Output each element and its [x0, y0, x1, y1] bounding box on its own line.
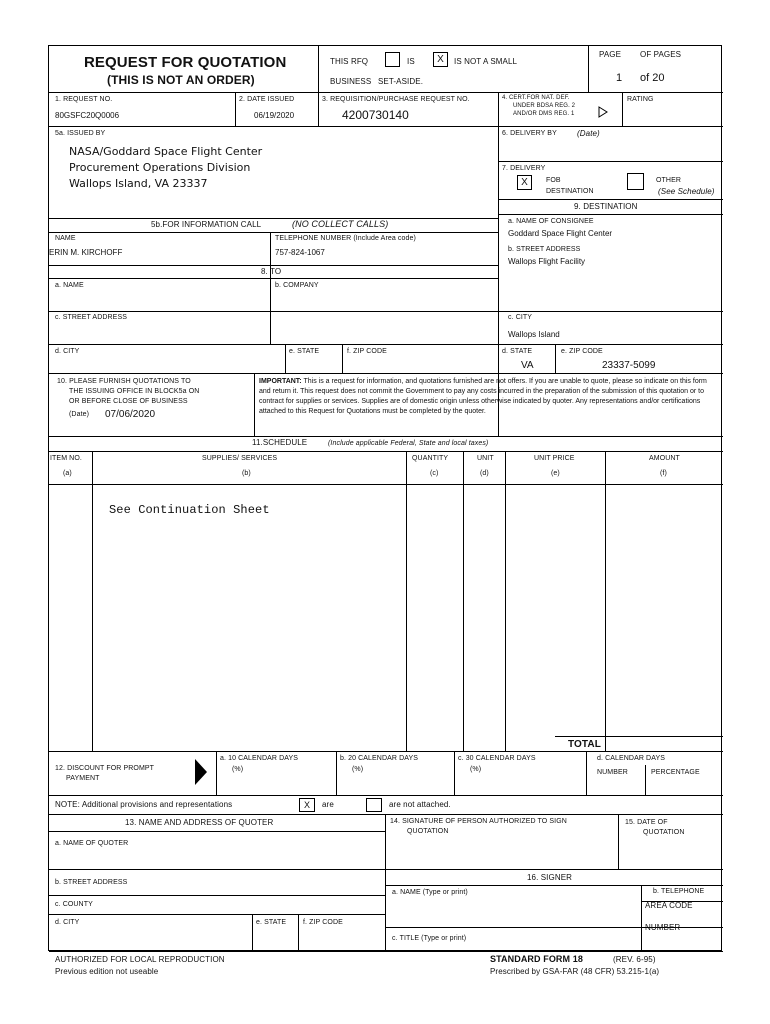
- col-supplies-label: SUPPLIES/ SERVICES: [202, 455, 278, 462]
- to-street-label: c. STREET ADDRESS: [55, 314, 127, 321]
- col-item-label: ITEM NO.: [50, 455, 82, 462]
- consignee-street-label: b. STREET ADDRESS: [508, 246, 581, 253]
- to-name-label: a. NAME: [55, 282, 84, 289]
- issued-by-line2: Procurement Operations Division: [69, 161, 251, 174]
- provisions-not-attached-label: are not attached.: [389, 800, 451, 809]
- quoter-street-label: b. STREET ADDRESS: [55, 879, 128, 886]
- footer-prescribed: Prescribed by GSA-FAR (48 CFR) 53.215-1(a): [490, 967, 660, 976]
- request-no-value: 80GSFC20Q0006: [55, 111, 120, 120]
- delivery-label: 7. DELIVERY: [502, 165, 546, 172]
- consignee-name-value: Goddard Space Flight Center: [508, 229, 613, 238]
- schedule-note: (Include applicable Federal, State and local taxes): [328, 440, 489, 447]
- footer-form-name: STANDARD FORM 18: [490, 954, 583, 964]
- consignee-name-label: a. NAME OF CONSIGNEE: [508, 218, 594, 225]
- page-label: PAGE: [599, 50, 622, 59]
- consignee-street-value: Wallops Flight Facility: [508, 257, 586, 266]
- to-company-label: b. COMPANY: [275, 282, 319, 289]
- to-zip-label: f. ZIP CODE: [347, 348, 387, 355]
- consignee-state-label: d. STATE: [502, 348, 533, 355]
- quoter-county-label: c. COUNTY: [55, 901, 93, 908]
- block10-line1: 10. PLEASE FURNISH QUOTATIONS TO: [57, 378, 191, 385]
- col-item-sub: (a): [63, 470, 72, 477]
- block10-line3: OR BEFORE CLOSE OF BUSINESS: [69, 398, 188, 405]
- quote-date-label-line1: 15. DATE OF: [625, 819, 668, 826]
- form-subtitle: (THIS IS NOT AN ORDER): [107, 73, 255, 87]
- block10-line2: THE ISSUING OFFICE IN BLOCK5a ON: [69, 388, 200, 395]
- issued-by-line1: NASA/Goddard Space Flight Center: [69, 145, 263, 158]
- col-supplies-sub: (b): [242, 470, 251, 477]
- rfq-is-label: IS: [407, 57, 415, 66]
- discount-b-pct: (%): [352, 766, 364, 773]
- col-qty-label: QUANTITY: [412, 455, 449, 462]
- date-issued-value: 06/19/2020: [254, 111, 295, 120]
- cert-line1: 4. CERT.FOR NAT. DEF.: [502, 95, 570, 101]
- schedule-header: 11.SCHEDULE: [252, 438, 308, 447]
- provisions-are-checkbox[interactable]: X: [299, 798, 315, 812]
- block10-date-label: (Date): [69, 411, 90, 418]
- consignee-city-label: c. CITY: [508, 314, 533, 321]
- destination-header: 9. DESTINATION: [574, 202, 638, 211]
- rfq-form: [48, 45, 722, 951]
- rfq-business-label: BUSINESS: [330, 77, 372, 86]
- col-amount-sub: (f): [660, 470, 667, 477]
- quoter-header: 13. NAME AND ADDRESS OF QUOTER: [125, 818, 274, 827]
- telephone-label: TELEPHONE NUMBER (Include Area code): [275, 235, 416, 242]
- discount-b-label: b. 20 CALENDAR DAYS: [340, 755, 419, 762]
- quote-date-label-line2: QUOTATION: [643, 829, 685, 836]
- col-unit-label: UNIT: [477, 455, 494, 462]
- consignee-zip-label: e. ZIP CODE: [561, 348, 603, 355]
- discount-arrow-icon: [194, 758, 208, 786]
- triangle-pointer-icon: [598, 106, 608, 118]
- rfq-is-checkbox[interactable]: [385, 52, 400, 67]
- consignee-state-value: VA: [521, 360, 534, 371]
- destination-label: DESTINATION: [546, 188, 594, 195]
- signature-label-line2: QUOTATION: [407, 828, 449, 835]
- quoter-zip-label: f. ZIP CODE: [303, 919, 343, 926]
- col-amount-label: AMOUNT: [649, 455, 680, 462]
- discount-d-percentage: PERCENTAGE: [651, 769, 700, 776]
- contact-name-label: NAME: [55, 235, 76, 242]
- form-title: REQUEST FOR QUOTATION: [84, 54, 287, 71]
- issued-by-line3: Wallops Island, VA 23337: [69, 177, 208, 190]
- cert-line3: AND/OR DMS REG. 1: [513, 111, 575, 117]
- consignee-zip-value: 23337-5099: [602, 360, 656, 371]
- rfq-is-not-checkbox[interactable]: X: [433, 52, 448, 67]
- rfq-setaside-label: SET-ASIDE.: [378, 77, 424, 86]
- info-call-label: 5b.FOR INFORMATION CALL: [151, 220, 262, 229]
- discount-d-number: NUMBER: [597, 769, 628, 776]
- delivery-by-date-hint: (Date): [577, 129, 600, 138]
- provisions-not-attached-checkbox[interactable]: [366, 798, 382, 812]
- issued-by-label: 5a. ISSUED BY: [55, 130, 106, 137]
- provisions-are-label: are: [322, 800, 334, 809]
- rfq-this-label: THIS RFQ: [330, 57, 369, 66]
- discount-a-pct: (%): [232, 766, 244, 773]
- quoter-name-label: a. NAME OF QUOTER: [55, 840, 129, 847]
- to-label: 8. TO: [261, 267, 282, 276]
- footer-form-rev: (REV. 6-95): [613, 955, 656, 964]
- quoter-city-label: d. CITY: [55, 919, 80, 926]
- contact-name-value: ERIN M. KIRCHOFF: [49, 248, 123, 257]
- requisition-label: 3. REQUISITION/PURCHASE REQUEST NO.: [322, 96, 470, 103]
- col-qty-sub: (c): [430, 470, 439, 477]
- footer-reproduction: AUTHORIZED FOR LOCAL REPRODUCTION: [55, 955, 225, 964]
- page-total: of 20: [640, 72, 665, 84]
- col-unit-sub: (d): [480, 470, 489, 477]
- discount-c-pct: (%): [470, 766, 482, 773]
- cert-line2: UNDER BDSA REG. 2: [513, 103, 576, 109]
- note-text: NOTE: Additional provisions and representations: [55, 800, 233, 809]
- discount-d-label: d. CALENDAR DAYS: [597, 755, 665, 762]
- footer-previous-edition: Previous edition not useable: [55, 967, 159, 976]
- number-label: NUMBER: [645, 923, 681, 932]
- signer-header: 16. SIGNER: [527, 873, 573, 882]
- delivery-by-label: 6. DELIVERY BY: [502, 130, 557, 137]
- discount-label-line1: 12. DISCOUNT FOR PROMPT: [55, 765, 155, 772]
- fob-destination-checkbox[interactable]: X: [517, 175, 532, 190]
- rating-label: RATING: [627, 96, 654, 103]
- page-number: 1: [616, 72, 623, 84]
- request-no-label: 1. REQUEST NO.: [55, 96, 113, 103]
- of-pages-label: OF PAGES: [640, 50, 682, 59]
- rfq-is-not-label: IS NOT A SMALL: [454, 57, 518, 66]
- quoter-state-label: e. STATE: [256, 919, 287, 926]
- other-label: OTHER: [656, 177, 681, 184]
- other-checkbox[interactable]: [627, 173, 644, 190]
- continuation-sheet-text: See Continuation Sheet: [109, 503, 270, 517]
- signature-label-line1: 14. SIGNATURE OF PERSON AUTHORIZED TO SIGN: [390, 818, 567, 825]
- discount-c-label: c. 30 CALENDAR DAYS: [458, 755, 536, 762]
- quote-due-date: 07/06/2020: [105, 409, 156, 420]
- important-text: This is a request for information, and quotations furnished are not offers. If you are unable to quote, please so indicate on this form and return it. This request does not commit the Government to pay any costs incurred in the preparation of the submission of this quotation or to contract for supplies or services. Supplies are of domestic origin unless otherwise indicated by quoter. Any representations and/or certifications attached to this Request for Quotations must be completed by the quoter.: [259, 378, 707, 415]
- total-label: TOTAL: [568, 739, 601, 750]
- to-state-label: e. STATE: [289, 348, 320, 355]
- no-collect-label: (NO COLLECT CALLS): [292, 219, 389, 229]
- telephone-value: 757-824-1067: [275, 248, 325, 257]
- important-notice: [259, 377, 719, 417]
- discount-label-line2: PAYMENT: [66, 775, 100, 782]
- important-label: IMPORTANT:: [259, 378, 302, 385]
- area-code-label: AREA CODE: [645, 901, 693, 910]
- date-issued-label: 2. DATE ISSUED: [239, 96, 295, 103]
- col-price-sub: (e): [551, 470, 560, 477]
- consignee-city-value: Wallops Island: [508, 330, 560, 339]
- signer-name-label: a. NAME (Type or print): [392, 889, 468, 896]
- signer-title-label: c. TITLE (Type or print): [392, 935, 467, 942]
- see-schedule-label: (See Schedule): [658, 187, 715, 196]
- col-price-label: UNIT PRICE: [534, 455, 575, 462]
- requisition-value: 4200730140: [342, 108, 409, 122]
- discount-a-label: a. 10 CALENDAR DAYS: [220, 755, 299, 762]
- signer-telephone-label: b. TELEPHONE: [653, 888, 705, 895]
- to-city-label: d. CITY: [55, 348, 80, 355]
- fob-label: FOB: [546, 177, 561, 184]
